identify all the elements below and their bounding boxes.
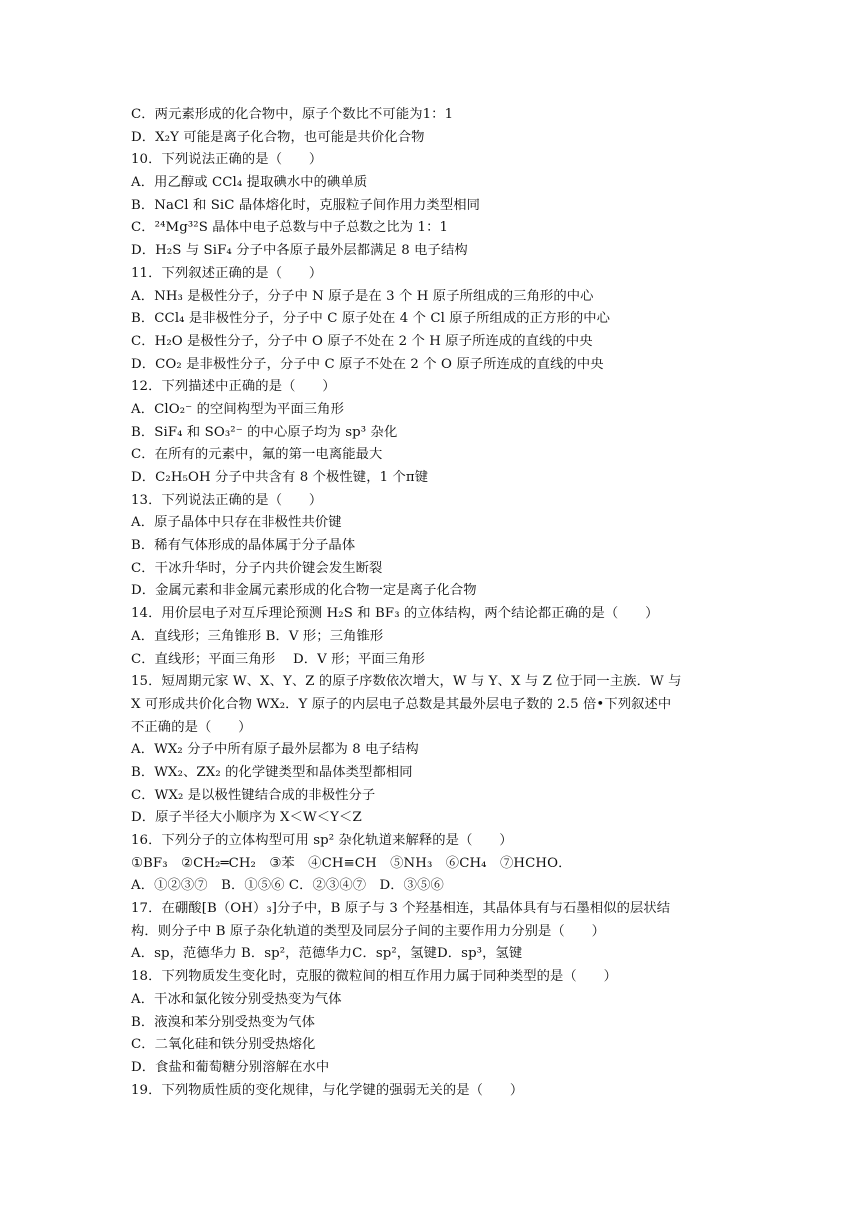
- text-line: D．金属元素和非金属元素形成的化合物一定是离子化合物: [131, 583, 477, 599]
- text-line: C．WX₂ 是以极性键结合成的非极性分子: [131, 787, 376, 803]
- text-line: B．SiF₄ 和 SO₃²⁻ 的中心原子均为 sp³ 杂化: [131, 424, 398, 440]
- text-line: C．H₂O 是极性分子，分子中 O 原子不处在 2 个 H 原子所连成的直线的中央: [131, 333, 593, 349]
- text-line: D．C₂H₅OH 分子中共含有 8 个极性键，1 个π键: [131, 470, 429, 485]
- text-line: ①BF₃ ②CH₂═CH₂ ③苯 ④CH≡CH ⑤NH₃ ⑥CH₄ ⑦HCHO．: [131, 855, 572, 871]
- text-line: 12．下列描述中正确的是（ ）: [131, 379, 336, 395]
- text-line: A．直线形；三角锥形 B．V 形；三角锥形: [131, 628, 384, 644]
- text-line: 15．短周期元家 W、X、Y、Z 的原子序数依次增大，W 与 Y、X 与 Z 位于同一主族．W 与: [131, 674, 682, 690]
- text-line: 不正确的是（ ）: [131, 719, 252, 735]
- text-line: D．食盐和葡萄糖分别溶解在水中: [131, 1059, 330, 1075]
- text-line: 19．下列物质性质的变化规律，与化学键的强弱无关的是（ ）: [131, 1082, 524, 1098]
- text-line: C．二氧化硅和铁分别受热熔化: [131, 1037, 316, 1053]
- text-line: C．干冰升华时，分子内共价键会发生断裂: [131, 560, 383, 576]
- text-line: B．液溴和苯分别受热变为气体: [131, 1014, 316, 1030]
- text-line: D．H₂S 与 SiF₄ 分子中各原子最外层都满足 8 电子结构: [131, 243, 468, 259]
- text-line: 14．用价层电子对互斥理论预测 H₂S 和 BF₃ 的立体结构，两个结论都正确的是（ ）: [131, 606, 659, 622]
- text-line: A．干冰和氯化铵分别受热变为气体: [131, 991, 342, 1007]
- text-line: A．WX₂ 分子中所有原子最外层都为 8 电子结构: [131, 742, 419, 758]
- text-line: D．原子半径大小顺序为 X＜W＜Y＜Z: [131, 810, 362, 826]
- text-line: B．WX₂、ZX₂ 的化学键类型和晶体类型都相同: [131, 764, 413, 780]
- text-line: C．两元素形成的化合物中，原子个数比不可能为1：1: [131, 107, 454, 122]
- text-line: A．原子晶体中只存在非极性共价键: [131, 515, 342, 531]
- text-line: A．ClO₂⁻ 的空间构型为平面三角形: [131, 401, 344, 417]
- text-line: C．在所有的元素中，氟的第一电离能最大: [131, 447, 383, 463]
- text-line: C．直线形；平面三角形 D．V 形；平面三角形: [131, 651, 425, 667]
- text-line: 构．则分子中 B 原子杂化轨道的类型及同层分子间的主要作用力分别是（ ）: [131, 923, 606, 939]
- text-line: 11．下列叙述正确的是（ ）: [131, 265, 323, 281]
- text-line: B．稀有气体形成的晶体属于分子晶体: [131, 538, 356, 554]
- text-line: 16．下列分子的立体构型可用 sp² 杂化轨道来解释的是（ ）: [131, 833, 513, 848]
- text-line: 17．在硼酸[B（OH）₃]分子中，B 原子与 3 个羟基相连，其晶体具有与石墨相似的层状结: [131, 901, 671, 917]
- question-text-block: [131, 104, 741, 1102]
- text-line: A．sp，范德华力 B．sp²，范德华力C．sp²，氢键D．sp³，氢键: [131, 946, 523, 962]
- text-line: A．NH₃ 是极性分子，分子中 N 原子是在 3 个 H 原子所组成的三角形的中心: [131, 288, 594, 304]
- text-line: 10．下列说法正确的是（ ）: [131, 152, 323, 168]
- text-line: 18．下列物质发生变化时，克服的微粒间的相互作用力属于同种类型的是（ ）: [131, 969, 618, 985]
- text-line: 13．下列说法正确的是（ ）: [131, 492, 323, 508]
- text-line: C．²⁴Mg³²S 晶体中电子总数与中子总数之比为 1：1: [131, 220, 449, 236]
- text-line: D．X₂Y 可能是离子化合物，也可能是共价化合物: [131, 129, 425, 145]
- text-line: A．①②③⑦ B．①⑤⑥ C．②③④⑦ D．③⑤⑥: [131, 878, 444, 894]
- text-line: D．CO₂ 是非极性分子，分子中 C 原子不处在 2 个 O 原子所连成的直线的中央: [131, 356, 604, 372]
- text-line: B．CCl₄ 是非极性分子，分子中 C 原子处在 4 个 Cl 原子所组成的正方形的中心: [131, 311, 611, 327]
- text-line: X 可形成共价化合物 WX₂．Y 原子的内层电子总数是其最外层电子数的 2.5 倍•下列叙述中: [131, 696, 672, 712]
- text-line: B．NaCl 和 SiC 晶体熔化时，克服粒子间作用力类型相同: [131, 197, 481, 213]
- text-line: A．用乙醇或 CCl₄ 提取碘水中的碘单质: [131, 175, 368, 191]
